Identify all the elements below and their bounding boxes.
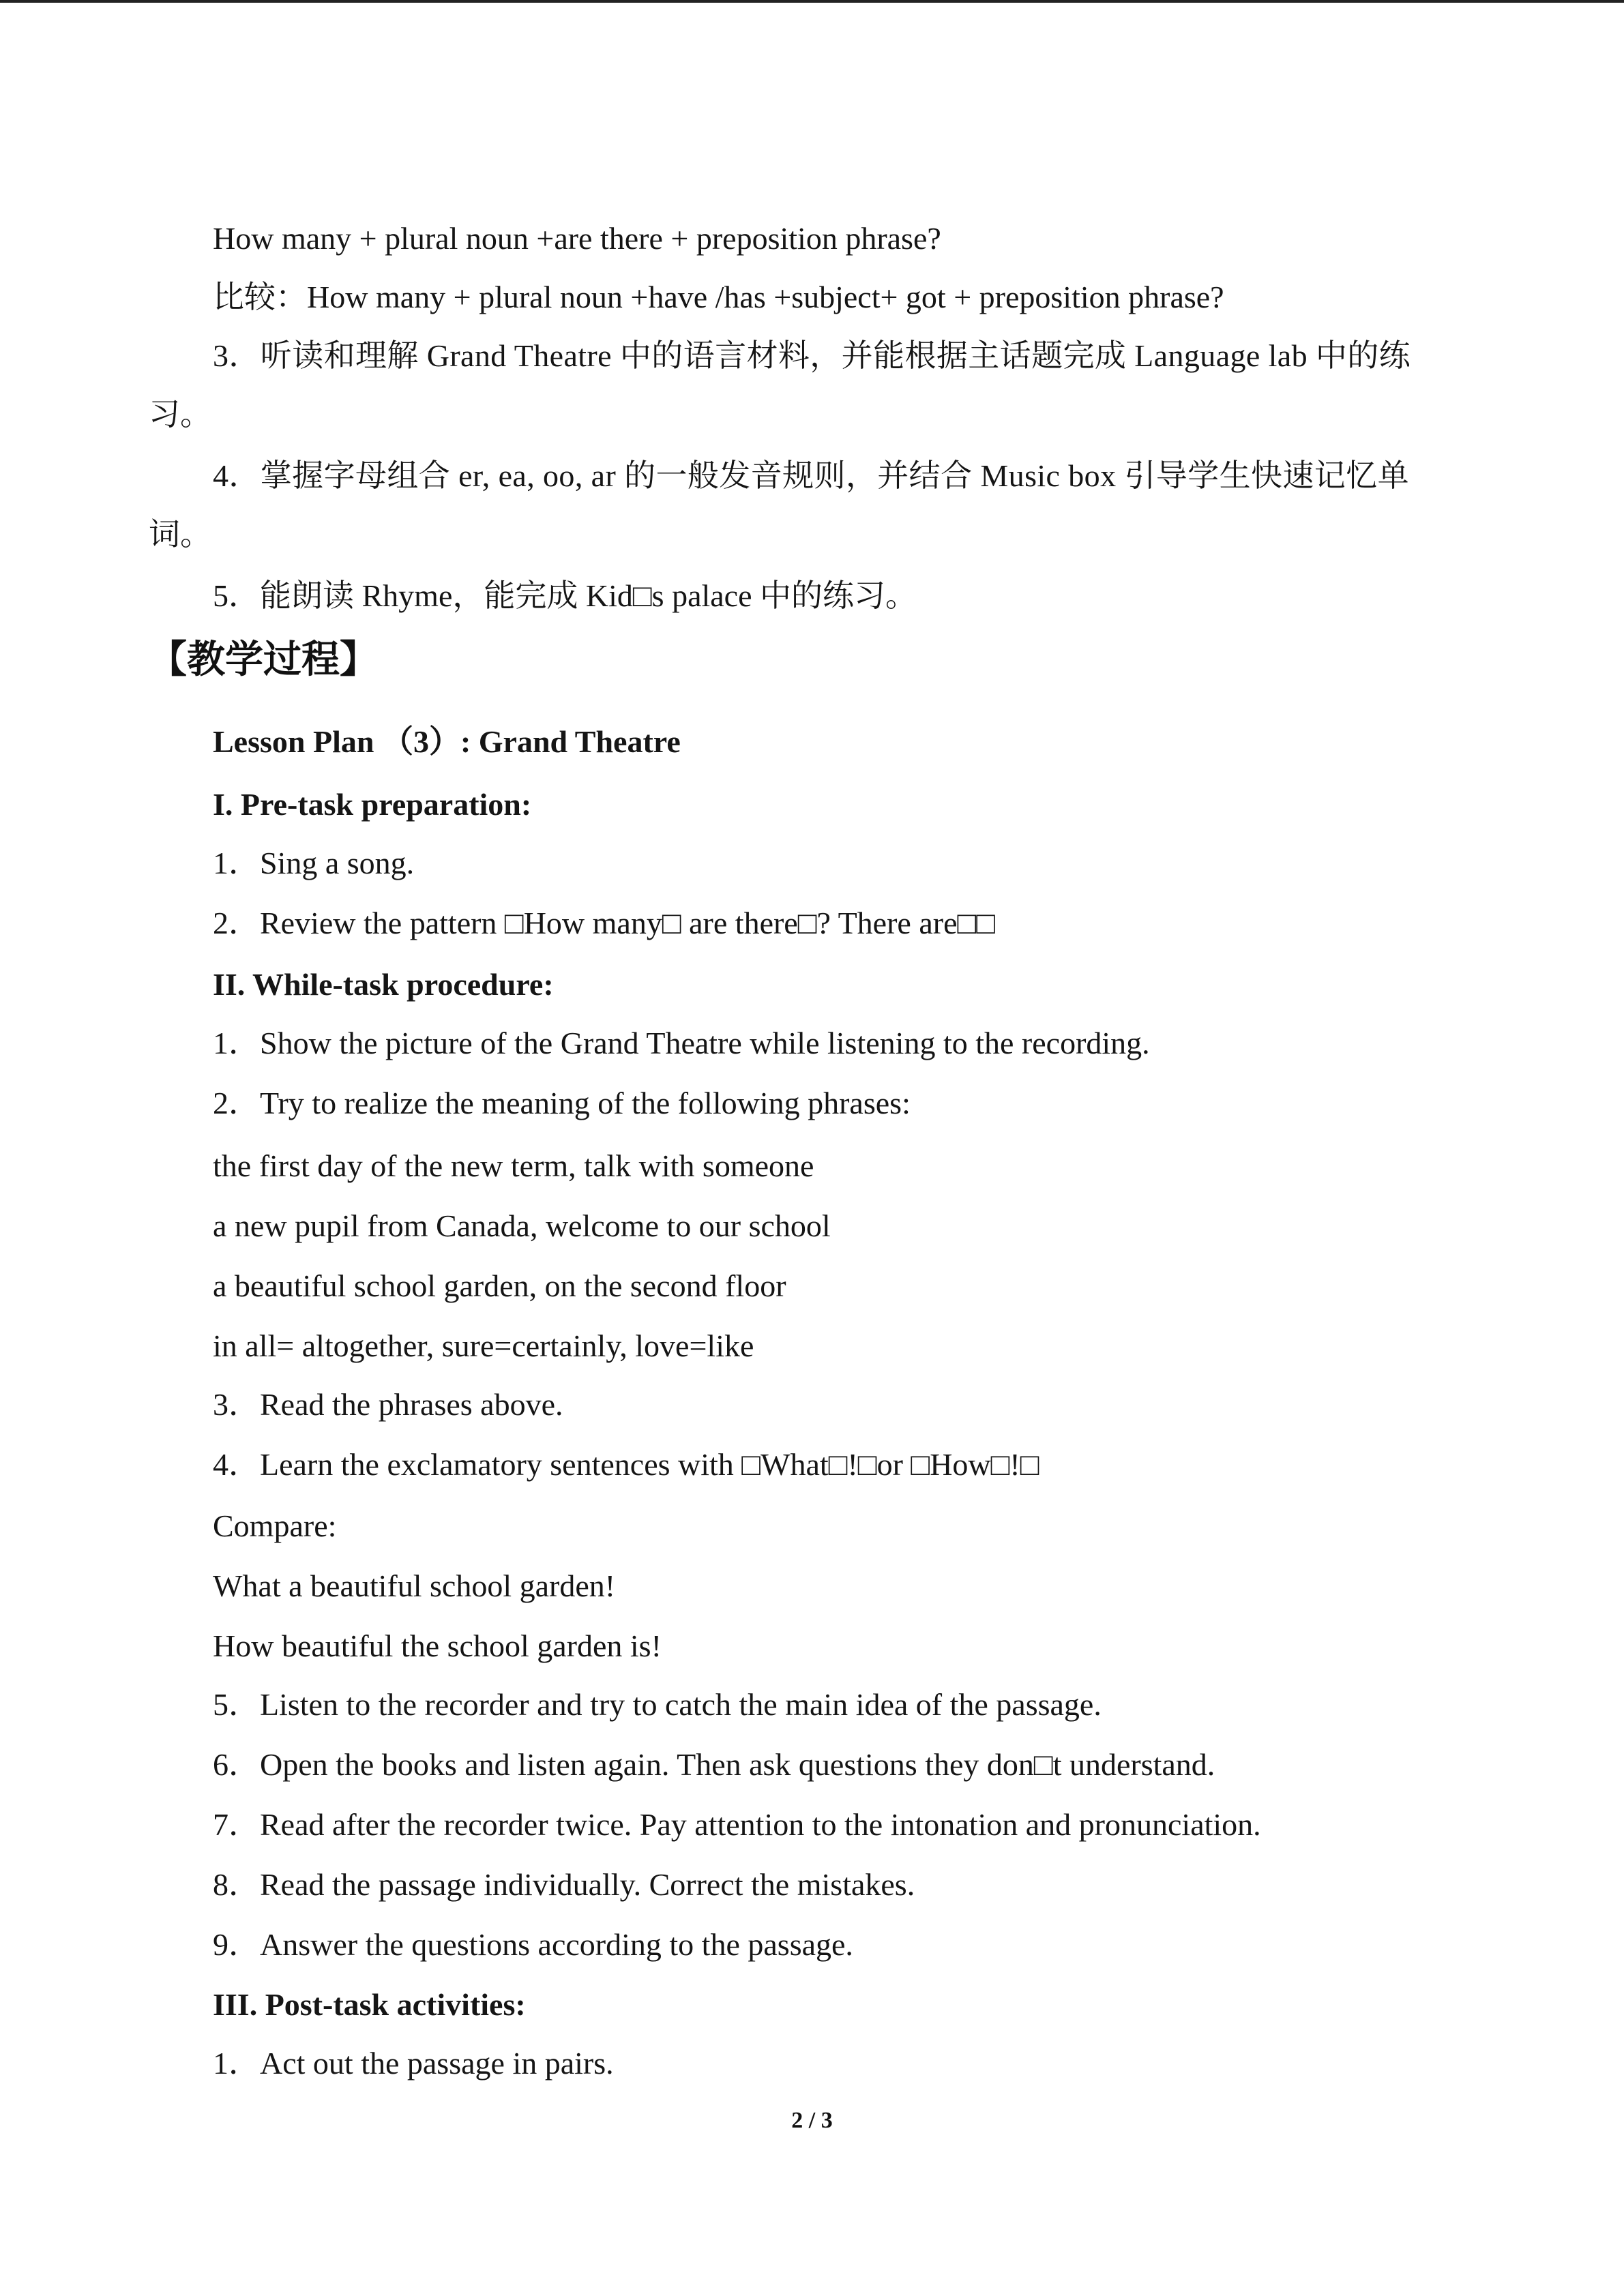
compare-label: Compare:: [213, 1508, 337, 1543]
while-task-item: 6．Open the books and listen again. Then ask questions they don□t understand.: [213, 1747, 1215, 1782]
phrase-line: a new pupil from Canada, welcome to our school: [213, 1208, 831, 1243]
objective-5-line: 5．能朗读 Rhyme，能完成 Kid□s palace 中的练习。: [213, 578, 917, 613]
while-task-heading: II. While-task procedure:: [213, 967, 554, 1002]
pre-task-item: 2．Review the pattern □How many□ are there□? There are□□: [213, 906, 996, 940]
example-sentence: How beautiful the school garden is!: [213, 1628, 662, 1663]
while-task-item: 5．Listen to the recorder and try to catch the main idea of the passage.: [213, 1687, 1102, 1722]
objective-3-line: 3．听读和理解 Grand Theatre 中的语言材料，并能根据主话题完成 Language lab 中的练: [213, 338, 1411, 373]
while-task-item: 2．Try to realize the meaning of the following phrases:: [213, 1086, 911, 1120]
post-task-heading: III. Post-task activities:: [213, 1987, 526, 2022]
while-task-item: 9．Answer the questions according to the passage.: [213, 1927, 853, 1962]
post-task-item: 1．Act out the passage in pairs.: [213, 2046, 614, 2081]
phrase-line: a beautiful school garden, on the second floor: [213, 1268, 786, 1303]
while-task-item: 4．Learn the exclamatory sentences with □What□!□or □How□!□: [213, 1447, 1039, 1482]
objective-4-continuation: 词。: [149, 517, 211, 552]
objective-3-continuation: 习。: [149, 397, 211, 432]
comparison-line: 比较：How many + plural noun +have /has +subject+ got + preposition phrase?: [213, 280, 1224, 314]
page-number: 2 / 3: [791, 2108, 833, 2133]
objective-4-line: 4．掌握字母组合 er, ea, oo, ar 的一般发音规则，并结合 Music box 引导学生快速记忆单: [213, 458, 1409, 493]
example-sentence: What a beautiful school garden!: [213, 1568, 616, 1603]
while-task-item: 8．Read the passage individually. Correct the mistakes.: [213, 1867, 915, 1902]
lesson-title: Lesson Plan （3）: Grand Theatre: [213, 724, 681, 759]
sentence-pattern-line: How many + plural noun +are there + preposition phrase?: [213, 221, 941, 256]
while-task-item: 1．Show the picture of the Grand Theatre while listening to the recording.: [213, 1026, 1150, 1060]
while-task-item: 7．Read after the recorder twice. Pay attention to the intonation and pronunciation.: [213, 1807, 1261, 1842]
phrase-line: in all= altogether, sure=certainly, love=like: [213, 1328, 754, 1363]
while-task-item: 3．Read the phrases above.: [213, 1387, 563, 1422]
pre-task-item: 1．Sing a song.: [213, 846, 415, 880]
pre-task-heading: I. Pre-task preparation:: [213, 787, 532, 822]
phrase-line: the first day of the new term, talk with someone: [213, 1148, 814, 1183]
section-heading-teaching-process: 【教学过程】: [149, 638, 378, 682]
